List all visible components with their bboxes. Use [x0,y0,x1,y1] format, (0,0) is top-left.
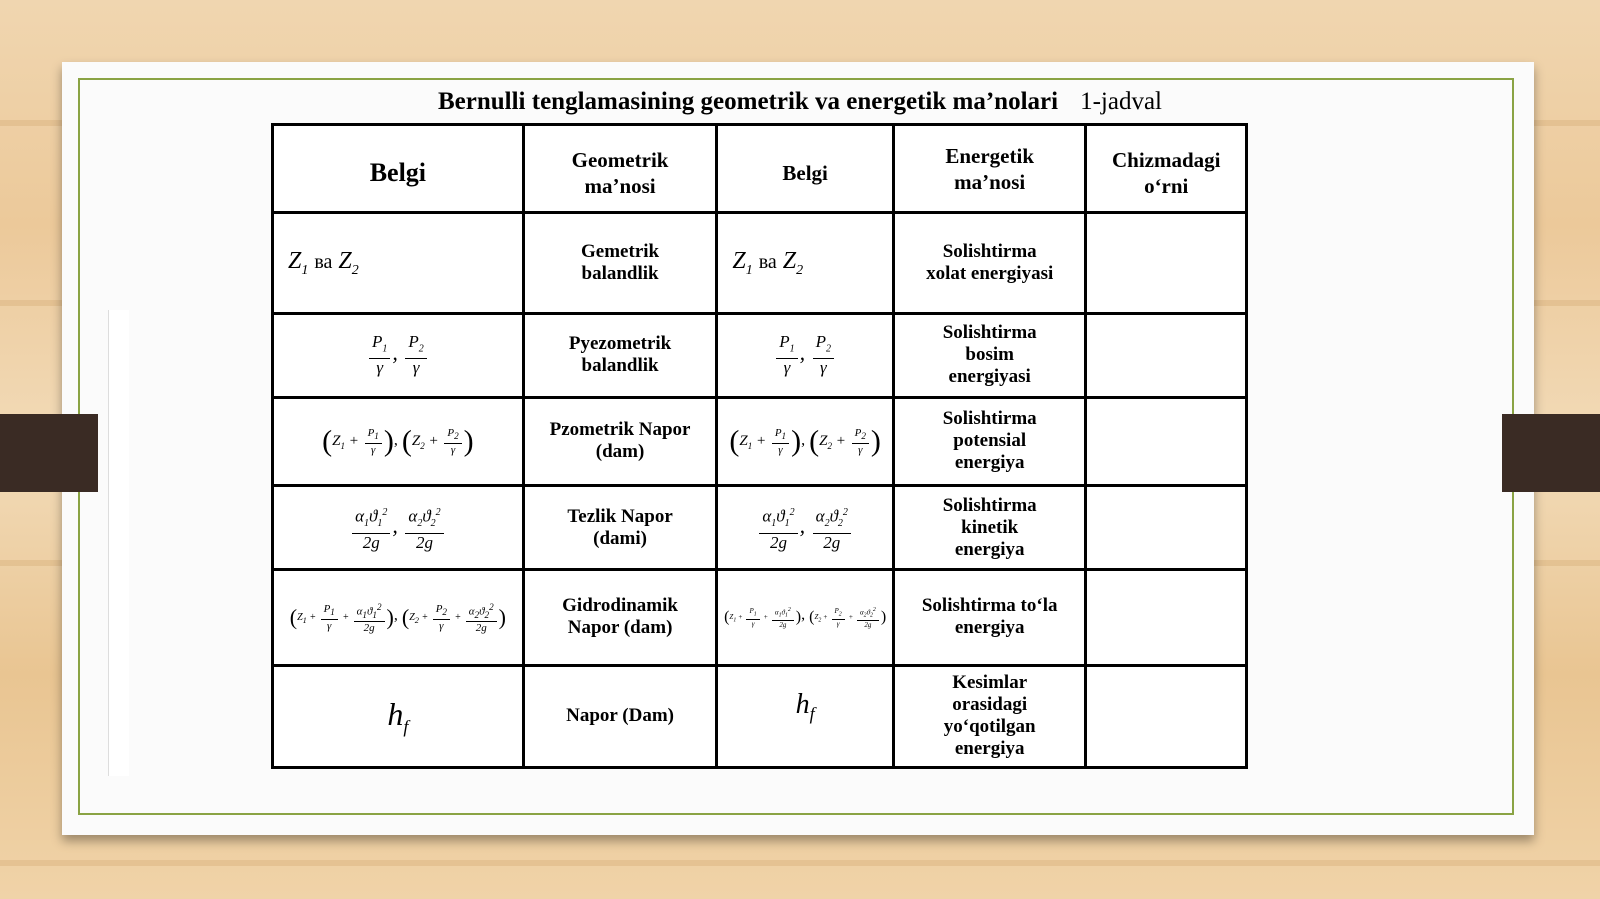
energetic-meaning: Solishtirma to‘la energiya [893,570,1086,665]
drawing-cell [1086,213,1247,313]
symbol-head-loss-2: $h_f$ [717,665,894,767]
table-row [273,397,1247,485]
header-energetic: Energetik ma’nosi [893,125,1086,213]
symbol-velocity-head-2: $\frac{\alpha_1ϑ_1^2}{2g}$ , $\frac{\alpha_2ϑ_2^2}{2g}$ [717,486,894,570]
right-tab-decoration [1502,414,1600,492]
energetic-meaning: Solishtirma xolat energiyasi [893,213,1086,313]
table-row [273,313,1247,397]
energetic-meaning: Kesimlar orasidagi yo‘qotilgan energiya [893,665,1086,767]
symbol-velocity-head: $\frac{\alpha_1ϑ_1^2}{2g}$ , $\frac{\alpha_2ϑ_2^2}{2g}$ [273,486,524,570]
table-row [273,570,1247,665]
symbol-piezometric: ($Z_1$ + $\frac{P_1}{\gamma}$ ), ($Z_2$ + $\frac{P_2}{\gamma}$ ) [273,397,524,485]
table-title-main: Bernulli tenglamasining geometrik va energetik ma’nolari [437,88,1059,115]
left-panel-edge [108,310,129,776]
drawing-cell [1086,397,1247,485]
symbol-z: $Z_1$ ва $Z_2$ [273,213,524,313]
table-row [273,213,1247,313]
geometric-meaning: Gidrodinamik Napor (dam) [523,570,717,665]
geometric-meaning: Pyezometrik balandlik [523,313,717,397]
symbol-piezometric-2: ($Z_1$ + $\frac{P_1}{\gamma}$ ), ($Z_2$ + $\frac{P_2}{\gamma}$ ) [717,397,894,485]
geometric-meaning: Napor (Dam) [523,665,717,767]
symbol-head-loss: $h_f$ [273,665,524,767]
geometric-meaning: Tezlik Napor (dami) [523,486,717,570]
drawing-cell [1086,313,1247,397]
energetic-meaning: Solishtirma kinetik energiya [893,486,1086,570]
header-drawing: Chizmadagi o‘rni [1086,125,1247,213]
header-row [273,125,1247,213]
symbol-pressure-head: $\frac{P_1}{\gamma}$ , $\frac{P_2}{\gamma}$ [273,313,524,397]
table-number: 1-jadval [1080,88,1162,115]
geometric-meaning: Pzometrik Napor (dam) [523,397,717,485]
table-row [273,486,1247,570]
symbol-z-2: $Z_1$ ва $Z_2$ [717,213,894,313]
drawing-cell [1086,570,1247,665]
symbol-hydrodynamic: ($Z_1$ + $\frac{P_1}{\gamma}$ + $\frac{\alpha_1ϑ_1^2}{2g}$ ), ($Z_2$ + $\frac{P_2}{\gamma}$ + $\frac{\alpha_2ϑ_2^2}{2g}$ ) [273,570,524,665]
table-title [0,88,1600,116]
drawing-cell [1086,486,1247,570]
energetic-meaning: Solishtirma bosim energiyasi [893,313,1086,397]
symbol-hydrodynamic-2: ($Z_1$ + $\frac{P_1}{\gamma}$ + $\frac{\alpha_1ϑ_1^2}{2g}$ ), ($Z_2$ + $\frac{P_2}{\gamma}$ + $\frac{\alpha_2ϑ_2^2}{2g}$ ) [717,570,894,665]
left-tab-decoration [0,414,98,492]
symbol-pressure-head-2: $\frac{P_1}{\gamma}$ , $\frac{P_2}{\gamma}$ [717,313,894,397]
header-symbol-2: Belgi [717,125,894,213]
drawing-cell [1086,665,1247,767]
geometric-meaning: Gemetrik balandlik [523,213,717,313]
bernoulli-table [271,123,1248,769]
table-row [273,665,1247,767]
header-geometric: Geometrik ma’nosi [523,125,717,213]
energetic-meaning: Solishtirma potensial energiya [893,397,1086,485]
header-symbol: Belgi [273,125,524,213]
